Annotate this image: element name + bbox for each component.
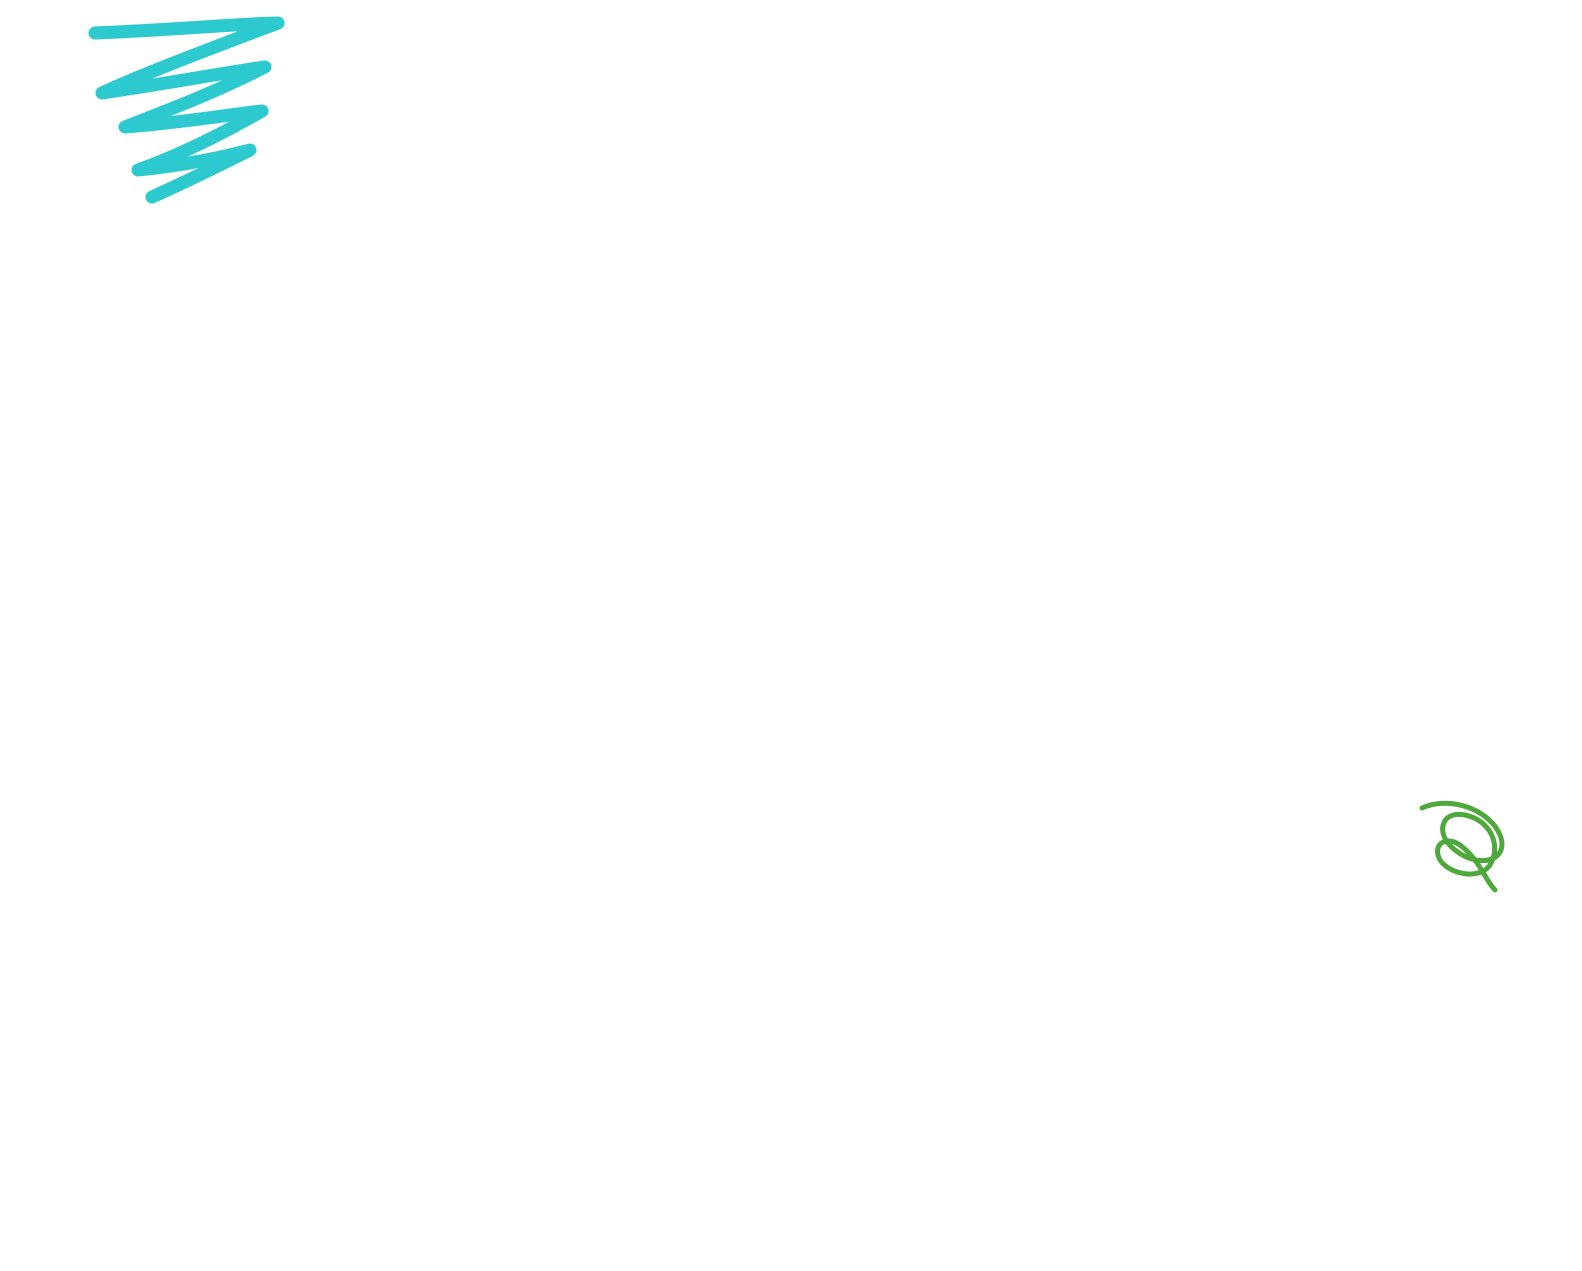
stats-graphics xyxy=(0,1000,1582,1190)
